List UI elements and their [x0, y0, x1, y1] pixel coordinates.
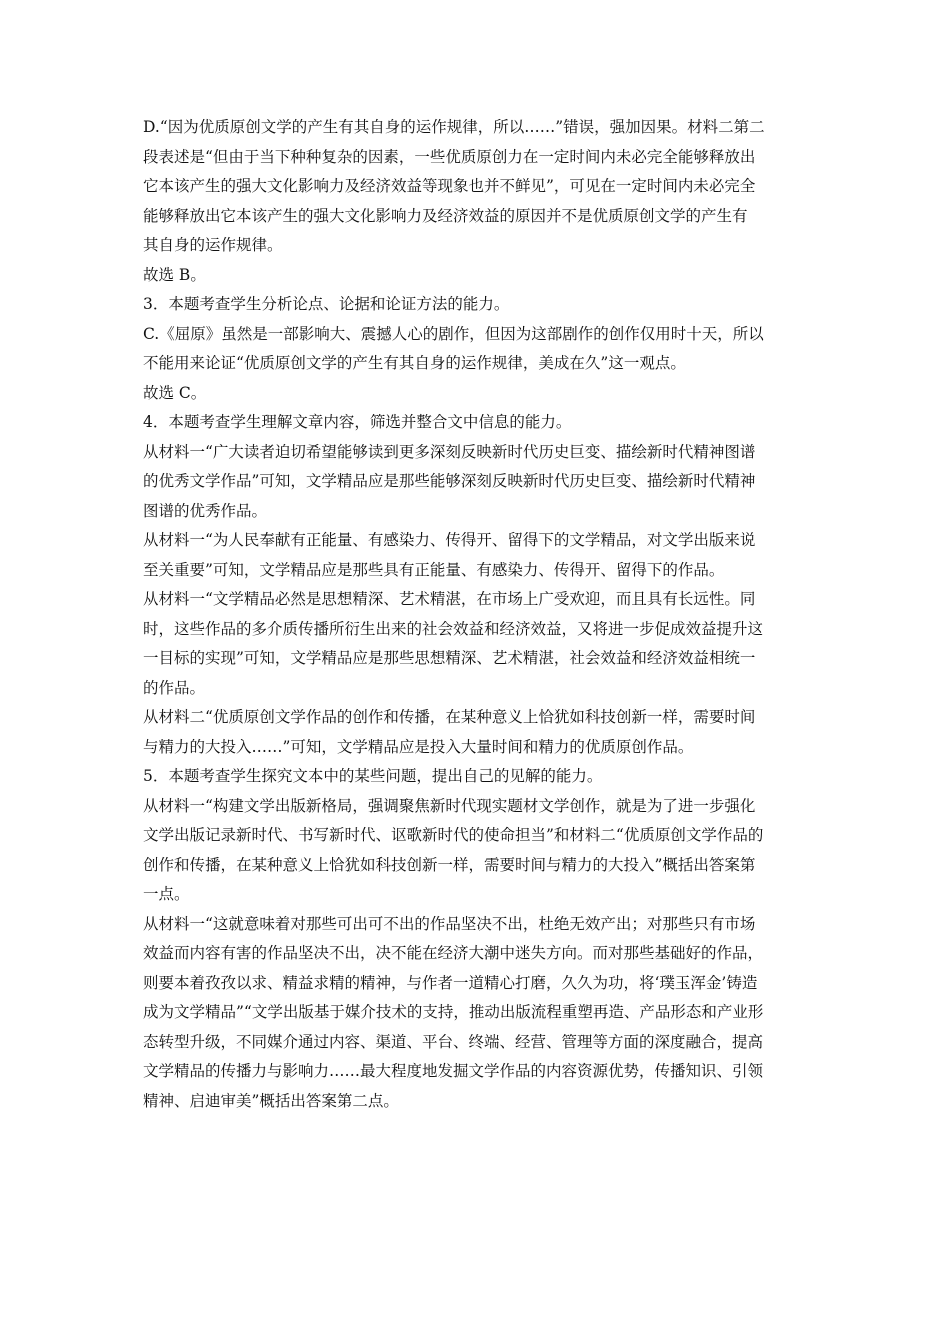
- text-line: 从材料一“广大读者迫切希望能够读到更多深刻反映新时代历史巨变、描绘新时代精神图谱: [143, 442, 756, 461]
- text-line: 不能用来论证“优质原创文学的产生有其自身的运作规律，美成在久”这一观点。: [143, 354, 686, 372]
- text-line: 它本该产生的强大文化影响力及经济效益等现象也并不鲜见”，可见在一定时间内未必完全: [143, 177, 756, 195]
- text-line: 从材料一“构建文学出版新格局，强调聚焦新时代现实题材文学创作，就是为了进一步强化: [143, 796, 756, 815]
- text-line: 一目标的实现”可知，文学精品应是那些思想精深、艺术精湛，社会效益和经济效益相统一: [143, 649, 756, 667]
- text-line: C.《屈原》虽然是一部影响大、震撼人心的剧作，但因为这部剧作的创作仅用时十天，所以: [143, 324, 764, 343]
- text-line: 效益而内容有害的作品坚决不出，决不能在经济大潮中迷失方向。而对那些基础好的作品，: [143, 944, 764, 962]
- text-line: 至关重要”可知，文学精品应是那些具有正能量、有感染力、传得开、留得下的作品。: [143, 560, 725, 579]
- question-4-heading: 4．本题考查学生理解文章内容，筛选并整合文中信息的能力。: [143, 413, 572, 431]
- text-line: 图谱的优秀作品。: [143, 501, 268, 520]
- text-line: 则要本着孜孜以求、精益求精的精神，与作者一道精心打磨，久久为功，将‘璞玉浑金’铸造: [143, 973, 758, 992]
- question-3-heading: 3．本题考查学生分析论点、论据和论证方法的能力。: [143, 295, 510, 313]
- text-line: 态转型升级，不同媒介通过内容、渠道、平台、终端、经营、管理等方面的深度融合，提高: [143, 1032, 764, 1051]
- text-line: 文学出版记录新时代、书写新时代、讴歌新时代的使命担当”和材料二“优质原创文学作品的: [143, 826, 764, 844]
- text-line: 能够释放出它本该产生的强大文化影响力及经济效益的原因并不是优质原创文学的产生有: [143, 206, 748, 225]
- text-line: 故选 C。: [143, 383, 207, 402]
- text-line: 精神、启迪审美”概括出答案第二点。: [143, 1091, 399, 1110]
- text-line: 成为文学精品”“文学出版基于媒介技术的支持，推动出版流程重塑再造、产品形态和产业形: [143, 1003, 764, 1021]
- text-line: 从材料二“优质原创文学作品的创作和传播，在某种意义上恰犹如科技创新一样，需要时间: [143, 708, 756, 726]
- text-line: 的作品。: [143, 678, 206, 697]
- text-line: 其自身的运作规律。: [143, 236, 283, 254]
- text-line: 文学精品的传播力与影响力……最大程度地发掘文学作品的内容资源优势，传播知识、引领: [143, 1062, 764, 1080]
- text-line: 从材料一“这就意味着对那些可出可不出的作品坚决不出，杜绝无效产出；对那些只有市场: [143, 914, 756, 933]
- answer-explanation-text: [143, 113, 823, 1116]
- text-line: 从材料一“为人民奉献有正能量、有感染力、传得开、留得下的文学精品，对文学出版来说: [143, 531, 756, 549]
- text-line: 故选 B。: [143, 265, 206, 284]
- text-line: 的优秀文学作品”可知，文学精品应是那些能够深刻反映新时代历史巨变、描绘新时代精神: [143, 472, 756, 490]
- text-line: 从材料一“文学精品必然是思想精深、艺术精湛，在市场上广受欢迎，而且具有长远性。同: [143, 590, 756, 608]
- text-line: 创作和传播，在某种意义上恰犹如科技创新一样，需要时间与精力的大投入”概括出答案第: [143, 855, 756, 874]
- text-line: 段表述是“但由于当下种种复杂的因素，一些优质原创力在一定时间内未必完全能够释放出: [143, 147, 756, 166]
- text-line: 与精力的大投入……”可知，文学精品应是投入大量时间和精力的优质原创作品。: [143, 737, 694, 756]
- question-5-heading: 5．本题考查学生探究文本中的某些问题，提出自己的见解的能力。: [143, 767, 603, 785]
- text-line: D.“因为优质原创文学的产生有其自身的运作规律，所以……”错误，强加因果。材料二第二: [143, 118, 765, 136]
- text-line: 时，这些作品的多介质传播所衍生出来的社会效益和经济效益，又将进一步促成效益提升这: [143, 619, 764, 638]
- text-line: 一点。: [143, 885, 190, 903]
